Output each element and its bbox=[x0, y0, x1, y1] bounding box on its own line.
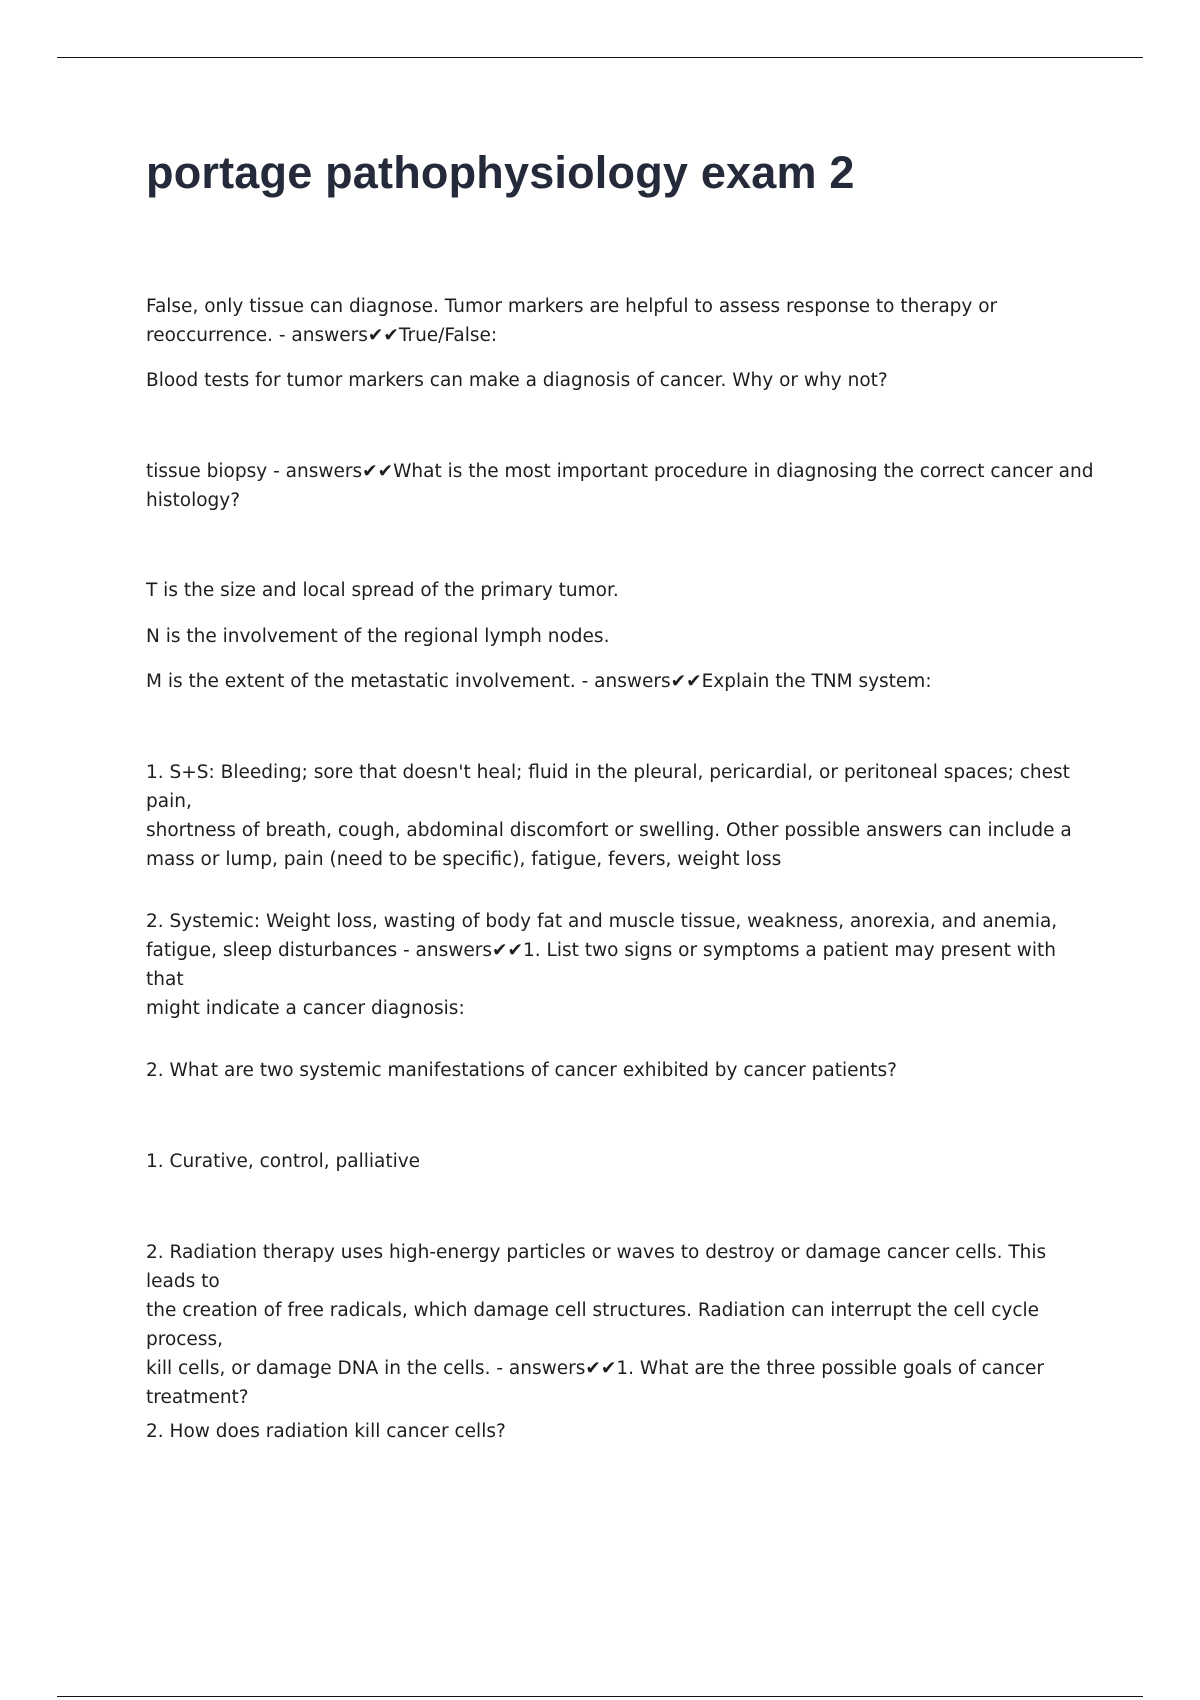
paragraph-tumor-markers-answer: False, only tissue can diagnose. Tumor markers are helpful to assess response to therapy or reoccurrence. - answers✔✔True/False: bbox=[146, 296, 998, 346]
paragraph-tnm-m: M is the extent of the metastatic involvement. - answers✔✔Explain the TNM system: bbox=[146, 671, 932, 692]
top-divider bbox=[57, 57, 1143, 58]
paragraph-tnm-n: N is the involvement of the regional lymph nodes. bbox=[146, 626, 610, 647]
page-title: portage pathophysiology exam 2 bbox=[146, 147, 855, 198]
paragraph-systemic: 2. Systemic: Weight loss, wasting of body fat and muscle tissue, weakness, anorexia, and anemia, fatigue, sleep disturbances - answers✔✔1. List two signs or symptoms a patient may present with that might indicate a cancer diagnosis: bbox=[146, 911, 1058, 1019]
paragraph-radiation: 2. Radiation therapy uses high-energy particles or waves to destroy or damage cancer cells. This leads to the creation of free radicals, which damage cell structures. Radiation can interrupt the cell cycle process, kill cells, or damage DNA in the cells. - answers✔✔1. What are the three possible goals of cancer treatment? bbox=[146, 1242, 1047, 1408]
paragraph-systemic-question: 2. What are two systemic manifestations of cancer exhibited by cancer patients? bbox=[146, 1060, 897, 1081]
paragraph-goals-answer: 1. Curative, control, palliative bbox=[146, 1151, 421, 1172]
paragraph-radiation-question: 2. How does radiation kill cancer cells? bbox=[146, 1421, 506, 1442]
paragraph-tumor-markers-question: Blood tests for tumor markers can make a diagnosis of cancer. Why or why not? bbox=[146, 370, 888, 391]
paragraph-tnm-t: T is the size and local spread of the primary tumor. bbox=[146, 580, 619, 601]
paragraph-signs-symptoms: 1. S+S: Bleeding; sore that doesn't heal; fluid in the pleural, pericardial, or peritoneal spaces; chest pain, shortness of breath, cough, abdominal discomfort or swelling. Other possible answers can include a mass or lump, pain (need to be specific), fatigue, fevers, weight loss bbox=[146, 762, 1072, 870]
bottom-divider bbox=[57, 1696, 1143, 1697]
paragraph-tissue-biopsy: tissue biopsy - answers✔✔What is the most important procedure in diagnosing the correct cancer and histology? bbox=[146, 461, 1094, 511]
